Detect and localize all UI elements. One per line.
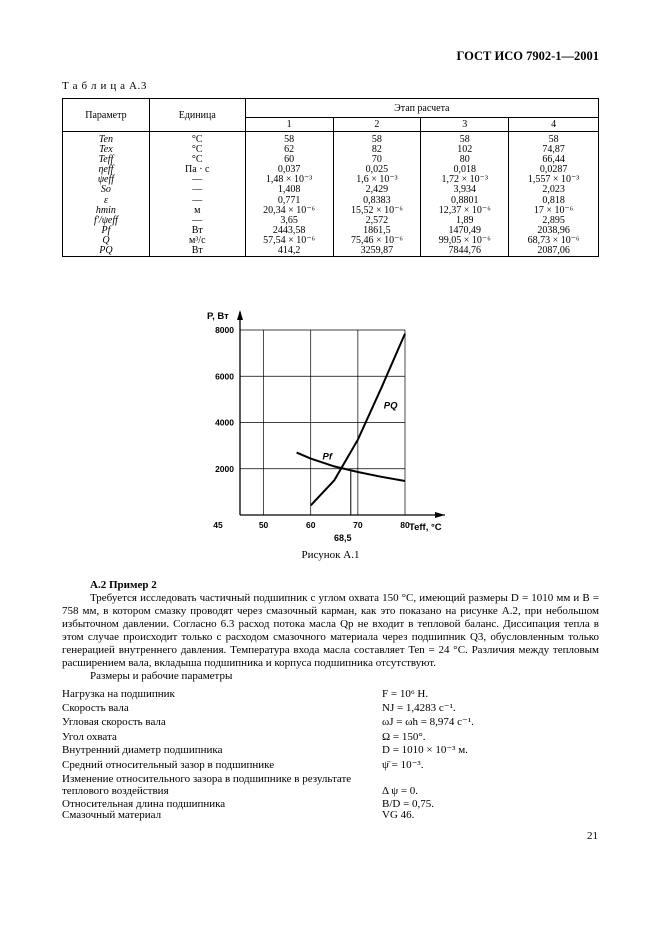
param-label: Скорость вала: [62, 702, 129, 714]
value-cell: 414,2: [245, 246, 333, 257]
results-table: [62, 98, 599, 257]
value-cell: 1470,49: [421, 226, 509, 236]
table-row: [63, 185, 599, 195]
param-cell: hmin: [63, 206, 150, 216]
value-cell: 7844,76: [421, 246, 509, 257]
table-row: [63, 216, 599, 226]
unit-cell: °C: [149, 155, 245, 165]
param-label: Внутренний диаметр подшипника: [62, 744, 223, 756]
value-cell: 2038,96: [509, 226, 599, 236]
param-label: Средний относительный зазор в подшипнике: [62, 759, 275, 771]
table-row: [63, 155, 599, 165]
value-cell: 58: [421, 132, 509, 146]
col-header-unit: Единица: [149, 99, 245, 132]
param-label: Угол охвата: [62, 731, 117, 743]
value-cell: 17 × 10⁻⁶: [509, 206, 599, 216]
y-tick-label: 4000: [215, 417, 234, 428]
param-value: Δ ψ = 0.: [382, 785, 419, 797]
value-cell: 80: [421, 155, 509, 165]
y-tick-label: 2000: [215, 463, 234, 474]
unit-cell: °C: [149, 145, 245, 155]
chart-plot: [213, 310, 445, 530]
param-cell: ηeff: [63, 165, 150, 175]
value-cell: 2,023: [509, 185, 599, 195]
value-cell: 15,52 × 10⁻⁶: [333, 206, 421, 216]
standard-header: ГОСТ ИСО 7902-1—2001: [456, 49, 599, 63]
x-axis-arrow: [435, 512, 445, 518]
x-tick-label: 70: [353, 520, 363, 530]
value-cell: 75,46 × 10⁻⁶: [333, 236, 421, 246]
param-cell: PQ: [63, 246, 150, 257]
table-row: [63, 175, 599, 185]
param-cell: Ten: [63, 132, 150, 146]
value-cell: 57,54 × 10⁻⁶: [245, 236, 333, 246]
value-cell: 1,408: [245, 185, 333, 195]
value-cell: 82: [333, 145, 421, 155]
value-cell: 0,771: [245, 196, 333, 206]
figure-a1-chart: [62, 308, 462, 548]
value-cell: 3259,87: [333, 246, 421, 257]
unit-cell: Вт: [149, 226, 245, 236]
value-cell: 68,73 × 10⁻⁶: [509, 236, 599, 246]
params-title: Размеры и рабочие параметры: [90, 670, 233, 682]
unit-cell: —: [149, 185, 245, 195]
col-header-stage: Этап расчета: [245, 99, 598, 118]
intersection-label: 68,5: [334, 533, 352, 543]
series-label-pf: Pf: [322, 451, 332, 463]
param-label: Относительная длина подшипника: [62, 798, 226, 810]
value-cell: 60: [245, 155, 333, 165]
stage-header: 4: [509, 118, 599, 132]
value-cell: 0,0287: [509, 165, 599, 175]
unit-cell: —: [149, 216, 245, 226]
y-axis-label: P, Вт: [207, 311, 229, 322]
value-cell: 0,037: [245, 165, 333, 175]
unit-cell: м: [149, 206, 245, 216]
y-tick-label: 8000: [215, 325, 234, 335]
value-cell: 70: [333, 155, 421, 165]
value-cell: 0,8383: [333, 196, 421, 206]
table-caption: Т а б л и ц а А.3: [62, 80, 147, 92]
value-cell: 102: [421, 145, 509, 155]
table-row: [63, 246, 599, 257]
param-cell: Teff: [63, 155, 150, 165]
value-cell: 2,895: [509, 216, 599, 226]
param-cell: ε: [63, 196, 150, 206]
param-label: Смазочный материал: [62, 809, 162, 821]
x-tick-label: 50: [258, 520, 269, 530]
stage-header: 1: [245, 118, 333, 132]
param-cell: Tex: [63, 145, 150, 155]
unit-cell: м³/с: [149, 236, 245, 246]
value-cell: 1,557 × 10⁻³: [509, 175, 599, 185]
x-axis-label: Teff, °C: [409, 522, 442, 533]
value-cell: 74,87: [509, 145, 599, 155]
table-row: [63, 196, 599, 206]
value-cell: 58: [333, 132, 421, 146]
value-cell: 2087,06: [509, 246, 599, 257]
param-label: Нагрузка на подшипник: [62, 688, 175, 700]
unit-cell: °C: [149, 132, 245, 146]
value-cell: 1,6 × 10⁻³: [333, 175, 421, 185]
value-cell: 20,34 × 10⁻⁶: [245, 206, 333, 216]
table-row: [63, 236, 599, 246]
table-row: [63, 206, 599, 216]
unit-cell: —: [149, 196, 245, 206]
param-label: Угловая скорость вала: [62, 716, 166, 728]
param-value: B/D = 0,75.: [382, 798, 435, 810]
value-cell: 58: [509, 132, 599, 146]
param-value: ψ̄ = 10⁻³.: [382, 759, 424, 771]
value-cell: 99,05 × 10⁻⁶: [421, 236, 509, 246]
value-cell: 1,72 × 10⁻³: [421, 175, 509, 185]
unit-cell: Па · с: [149, 165, 245, 175]
value-cell: 0,818: [509, 196, 599, 206]
value-cell: 2,572: [333, 216, 421, 226]
series-label-pq: PQ: [383, 400, 398, 412]
table-row: [63, 132, 599, 146]
stage-header: 3: [421, 118, 509, 132]
value-cell: 1,89: [421, 216, 509, 226]
figure-caption: Рисунок А.1: [301, 549, 360, 561]
stage-header: 2: [333, 118, 421, 132]
value-cell: 0,018: [421, 165, 509, 175]
table-row: [63, 226, 599, 236]
example-title: А.2 Пример 2: [90, 579, 157, 591]
value-cell: 0,8801: [421, 196, 509, 206]
page-number: 21: [587, 830, 598, 842]
param-value: NJ = 1,4283 с⁻¹.: [382, 702, 456, 714]
value-cell: 58: [245, 132, 333, 146]
example-paragraph: [62, 592, 599, 670]
x-tick-label: 80: [400, 520, 410, 530]
param-value: ωJ = ωh = 8,974 с⁻¹.: [382, 716, 474, 728]
col-header-param: Параметр: [63, 99, 150, 132]
param-value: Ω = 150°.: [382, 731, 426, 743]
value-cell: 62: [245, 145, 333, 155]
param-label: Изменение относительного зазора в подшипнике в результате теплового воздействия: [62, 773, 352, 797]
value-cell: 2,429: [333, 185, 421, 195]
value-cell: 3,934: [421, 185, 509, 195]
table-row: [63, 145, 599, 155]
param-cell: f′/ψeff: [63, 216, 150, 226]
x-tick-label: 60: [305, 520, 316, 530]
example-text: Требуется исследовать частичный подшипник с углом охвата 150 °С, имеющий размеры D = 1010 мм и B = 758 мм, в котором смазку проводят через смазочный карман, как это показано на рисунке А.2, при небольшом избыточном давлении. Согласно 6.3 расход потока масла Qp не входит в тепловой баланс. Диссипация тепла в этом случае происходит только с расходом смазочного материала через подшипник Q3, обусловленным только генерацией внутреннего давления. Температура входа масла составляет Ten = 24 °С. Различия между тепловым расширением вала, вкладыша подшипника и корпуса подшипника отсутствуют.: [62, 592, 599, 669]
param-cell: Q: [63, 236, 150, 246]
x-tick-label: 45: [213, 520, 223, 530]
value-cell: 66,44: [509, 155, 599, 165]
param-cell: Pf: [63, 226, 150, 236]
y-axis-arrow: [237, 310, 243, 320]
param-value: VG 46.: [382, 809, 415, 821]
param-cell: ψeff: [63, 175, 150, 185]
value-cell: 3,65: [245, 216, 333, 226]
unit-cell: Вт: [149, 246, 245, 257]
table-row: [63, 165, 599, 175]
param-value: F = 10⁶ Н.: [382, 688, 429, 700]
value-cell: 1,48 × 10⁻³: [245, 175, 333, 185]
param-value: D = 1010 × 10⁻³ м.: [382, 744, 468, 756]
param-cell: So: [63, 185, 150, 195]
y-tick-label: 6000: [215, 371, 234, 382]
value-cell: 12,37 × 10⁻⁶: [421, 206, 509, 216]
value-cell: 1861,5: [333, 226, 421, 236]
value-cell: 0,025: [333, 165, 421, 175]
value-cell: 2443,58: [245, 226, 333, 236]
unit-cell: —: [149, 175, 245, 185]
